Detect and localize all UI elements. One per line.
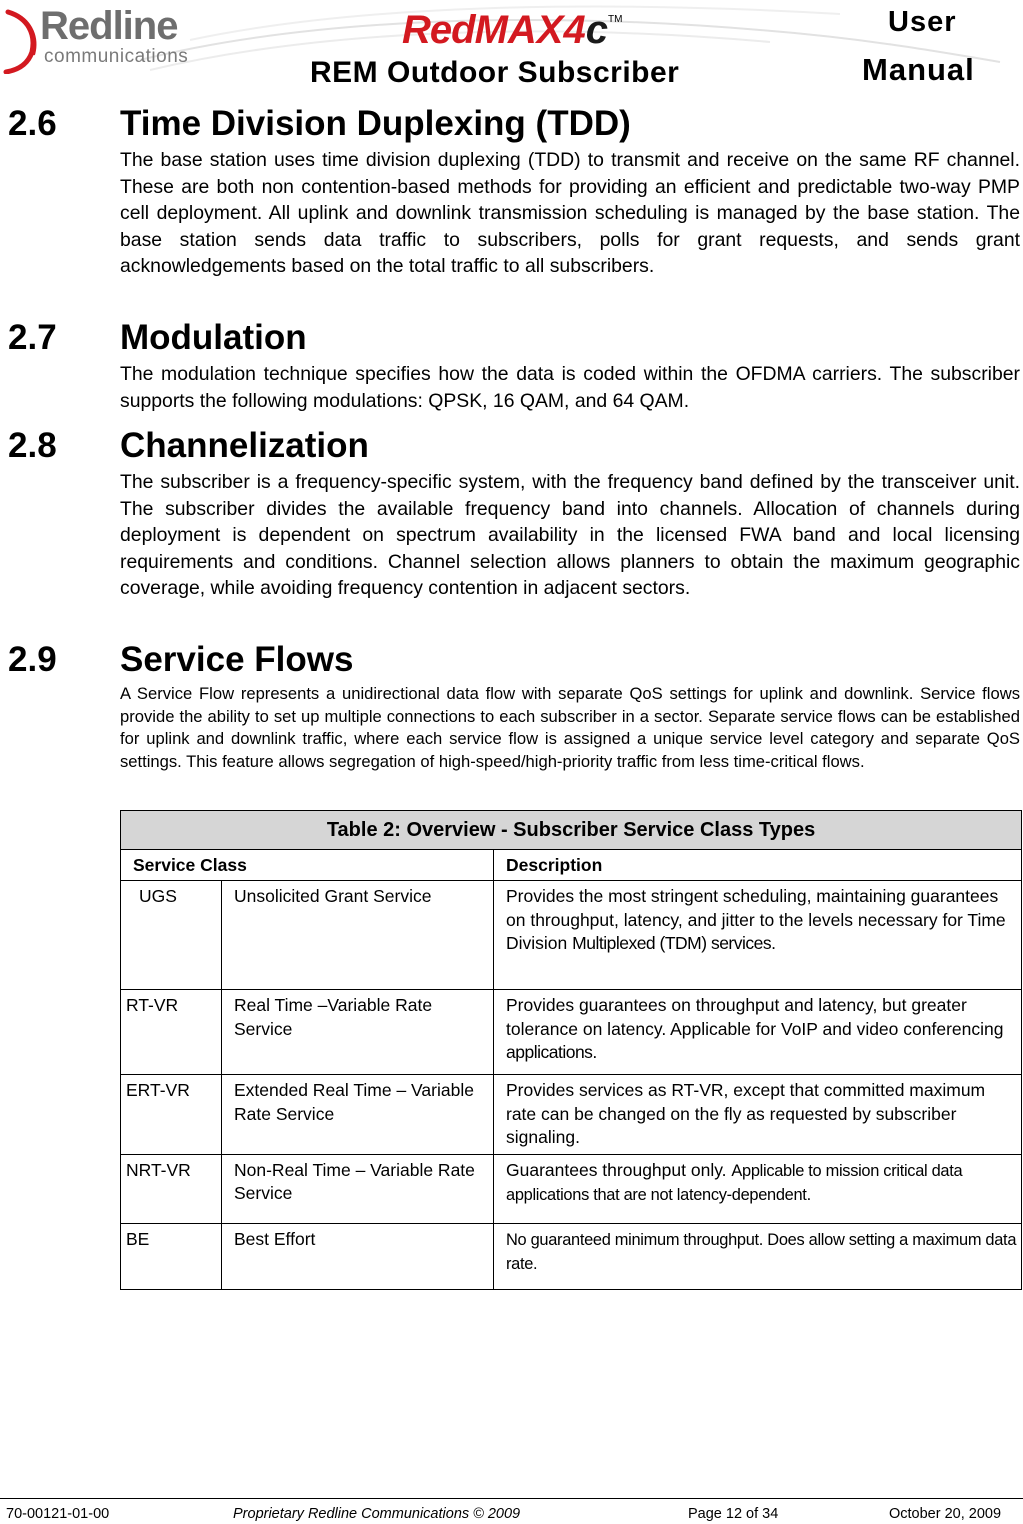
section-heading-2-6: 2.6 Time Division Duplexing (TDD) [8,104,631,143]
service-description: No guaranteed minimum throughput. Does allow setting a maximum data rate. [494,1223,1022,1289]
service-code: BE [121,1223,222,1289]
logo-subtitle: communications [44,46,189,67]
document-subtitle: REM Outdoor Subscriber [310,56,680,89]
table-row [121,1223,1022,1289]
service-description: Provides the most stringent scheduling, maintaining guarantees on throughput, latency, and jitter to the levels necessary for Time Division Multiplexed (TDM) services. [494,881,1022,990]
section-heading-2-7: 2.7 Modulation [8,318,307,357]
header-user-label: User [888,6,957,38]
section-body-2-8: The subscriber is a frequency-specific system, with the frequency band defined by the transceiver unit. The subscriber divides the available frequency band into channels. Allocation of channels during deployment is dependent on spectrum availability in the licensed FWA band and local licensing requirements and conditions. Channel selection allows planners to obtain the maximum geographic coverage, while avoiding frequency contention in adjacent sectors. [120,471,1020,600]
footer-proprietary-notice: Proprietary Redline Communications © 2009 [233,1506,521,1522]
footer-date: October 20, 2009 [889,1506,1002,1522]
table-row [121,990,1022,1075]
service-code: RT-VR [121,990,222,1075]
table-row [121,1154,1022,1223]
section-body-2-9: A Service Flow represents a unidirectional data flow with separate QoS settings for uplink and downlink. Service flows provide the ability to set up multiple connections to each subscriber in a sector. Separate service flows can be established for uplink and downlink traffic, where each service flow is assigned a unique service level category and separate QoS settings. This feature allows segregation of high-speed/high-priority traffic from less time-critical flows. [120,684,1020,771]
column-header-description: Description [494,850,1022,881]
section-body-2-7: The modulation technique specifies how the data is coded within the OFDMA carriers. The subscriber supports the following modulations: QPSK, 16 QAM, and 64 QAM. [120,363,1020,412]
service-code: UGS [121,881,222,990]
service-name: Non-Real Time – Variable Rate Service [222,1154,494,1223]
service-description: Provides guarantees on throughput and latency, but greater tolerance on latency. Applicable for VoIP and video conferencing applications. [494,990,1022,1075]
redline-mark-icon [2,8,42,74]
service-name: Extended Real Time – Variable Rate Service [222,1075,494,1155]
service-code: ERT-VR [121,1075,222,1155]
footer-doc-id: 70-00121-01-00 [6,1506,110,1522]
service-class-table [120,810,1022,1290]
column-header-service-class: Service Class [121,850,494,881]
table-row [121,1075,1022,1155]
section-heading-2-8: 2.8 Channelization [8,426,369,465]
service-name: Unsolicited Grant Service [222,881,494,990]
table-row [121,881,1022,990]
service-code: NRT-VR [121,1154,222,1223]
page-header [0,0,1023,98]
service-description: Provides services as RT-VR, except that committed maximum rate can be changed on the fly as requested by subscriber signaling. [494,1075,1022,1155]
redline-logo [0,2,210,74]
service-name: Best Effort [222,1223,494,1289]
logo-name: Redline [40,4,178,48]
section-heading-2-9: 2.9 Service Flows [8,640,354,679]
footer-divider [0,1498,1023,1499]
section-body-2-6: The base station uses time division duplexing (TDD) to transmit and receive on the same RF channel. These are both non contention-based methods for providing an efficient and predictable two-way PMP cell deployment. All uplink and downlink transmission scheduling is managed by the base station. The base station sends data traffic to subscribers, polls for grant requests, and sends grant acknowledgements based on the total traffic to all subscribers. [120,149,1020,278]
service-description: Guarantees throughput only. Applicable to mission critical data applications that are not latency-dependent. [494,1154,1022,1223]
service-name: Real Time –Variable Rate Service [222,990,494,1075]
table-caption: Table 2: Overview - Subscriber Service Class Types [121,811,1022,850]
redmax-4c-logo: RedMAX4c™ [402,8,623,52]
footer-page-number: Page 12 of 34 [688,1506,779,1522]
header-manual-label: Manual [862,52,975,87]
